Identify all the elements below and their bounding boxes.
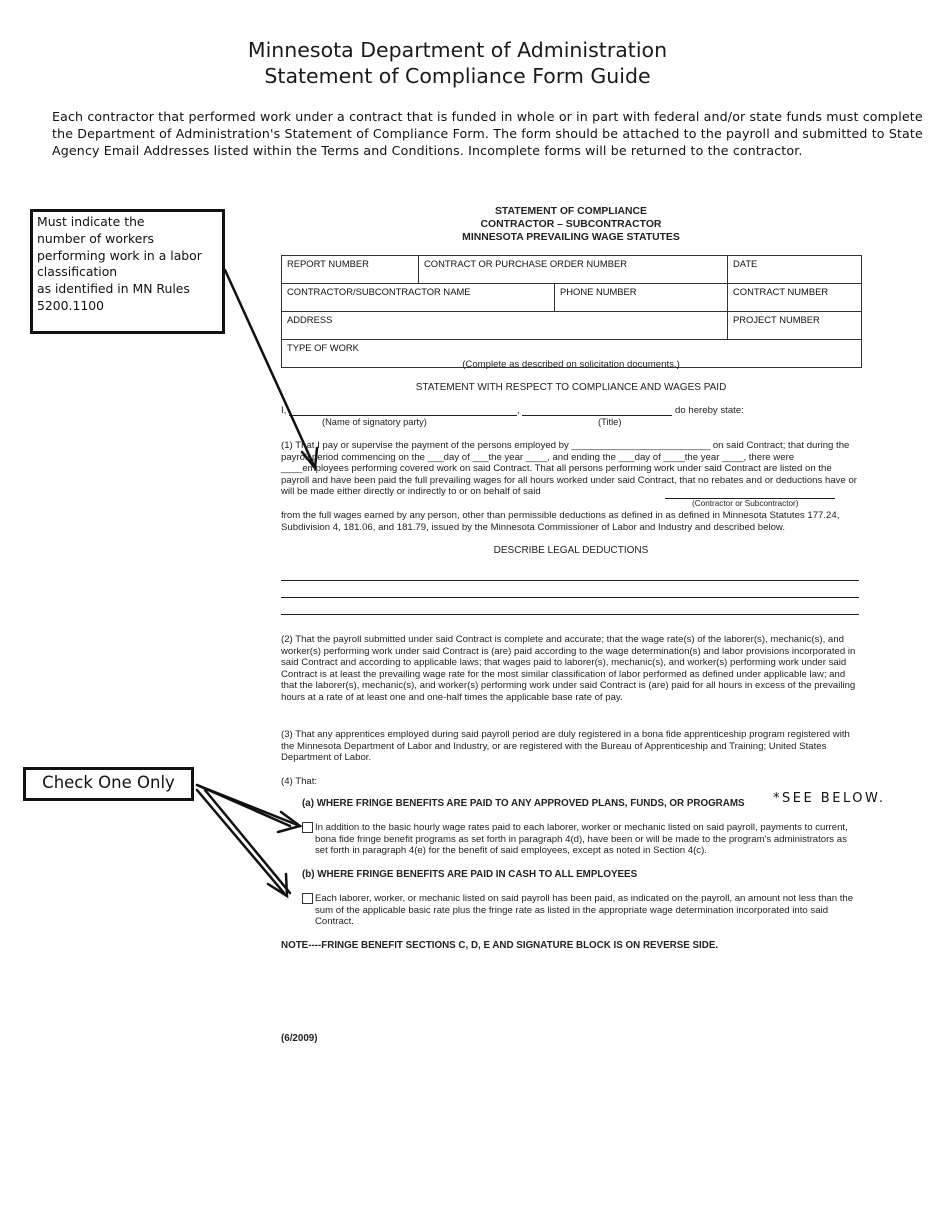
reverse-side-note: NOTE----FRINGE BENEFIT SECTIONS C, D, E AND SIGNATURE BLOCK IS ON REVERSE SIDE.	[281, 940, 719, 951]
see-below-note: *SEE BELOW.	[773, 791, 886, 806]
form-heading-3: MINNESOTA PREVAILING WAGE STATUTES	[462, 232, 680, 243]
form-heading-1: STATEMENT OF COMPLIANCE	[494, 206, 647, 217]
field-type-of-work[interactable]: TYPE OF WORK	[282, 340, 862, 368]
field-contract-po[interactable]: CONTRACT OR PURCHASE ORDER NUMBER	[419, 256, 728, 284]
paragraph-1a: (1) That I pay or supervise the payment of the persons employed by __________________________ on said Contract; that during the payroll period commencing on the ___day of ___the year ____, and ending the ___day of ____the year ____, there were ____employees performing covered work on said Contract. That all persons performing work under said Contract are listed on the payroll and have been paid the full prevailing wages for all hours worked under said Contract, that no rebates and or deductions have or will be made either directly or indirectly to or on behalf of said	[281, 440, 857, 498]
signatory-line: I, , do hereby state:	[281, 405, 744, 416]
check-one-callout: Check One Only	[23, 767, 194, 801]
field-project-number[interactable]: PROJECT NUMBER	[728, 312, 862, 340]
option-b-checkbox[interactable]	[302, 893, 314, 906]
revision-date: (6/2009)	[281, 1033, 318, 1044]
complete-note: (Complete as described on solicitation documents.)	[462, 359, 680, 370]
deduction-line-3[interactable]	[281, 614, 859, 615]
paragraph-1b: from the full wages earned by any person, other than permissible deductions as defined in as defined in Minnesota Statutes 177.24, Subdivision 4, 181.06, and 181.79, issued by the Minnesota Commissioner of Labor and Industry and described below.	[281, 510, 840, 533]
option-a-heading: (a) WHERE FRINGE BENEFITS ARE PAID TO ANY APPROVED PLANS, FUNDS, OR PROGRAMS	[302, 798, 745, 809]
title-label: (Title)	[598, 417, 622, 427]
field-phone[interactable]: PHONE NUMBER	[555, 284, 728, 312]
paragraph-3: (3) That any apprentices employed during said payroll period are duly registered in a bona fide apprenticeship program registered with the Minnesota Department of Labor and Industry, or are registered with the Bureau of Apprenticeship and Training; United States Department of Labor.	[281, 729, 850, 764]
field-date[interactable]: DATE	[728, 256, 862, 284]
page-subtitle: Statement of Compliance Form Guide	[264, 64, 651, 88]
statement-heading: STATEMENT WITH RESPECT TO COMPLIANCE AND WAGES PAID	[415, 382, 727, 393]
deduction-line-1[interactable]	[281, 580, 859, 581]
option-b-heading: (b) WHERE FRINGE BENEFITS ARE PAID IN CASH TO ALL EMPLOYEES	[302, 869, 638, 880]
do-hereby-text: do hereby state:	[675, 405, 744, 416]
page-title: Minnesota Department of Administration	[247, 38, 668, 62]
signatory-name-input[interactable]	[289, 415, 517, 416]
field-report-number[interactable]: REPORT NUMBER	[282, 256, 419, 284]
form-heading-2: CONTRACTOR – SUBCONTRACTOR	[480, 219, 662, 230]
field-contractor-name[interactable]: CONTRACTOR/SUBCONTRACTOR NAME	[282, 284, 555, 312]
paragraph-2: (2) That the payroll submitted under said Contract is complete and accurate; that the wage rate(s) of the laborer(s), mechanic(s), and worker(s) performing work under said Contract is (are) paid according to the wage determination(s) and labor provisions incorporated in said Contract and according to applicable laws; that wages paid to laborer(s), mechanic(s), and worker(s) performing work under said Contract is at least the prevailing wage rate for the most similar classification of labor performed as defined under applicable law; and that the laborer(s), mechanic(s), and worker(s) performing work under said Contract is (are) paid for all hours in excess of the prevailing hours at a rate of at least one and one-half times the applicable base rate of pay.	[281, 634, 856, 703]
deductions-heading: DESCRIBE LEGAL DEDUCTIONS	[493, 545, 649, 556]
option-b-text: Each laborer, worker, or mechanic listed on said payroll has been paid, as indicated on the payroll, an amount not less than the sum of the applicable basic rate plus the fringe rate as listed in the appropriate wage determination incorporated into said Contract.	[315, 893, 854, 928]
signatory-prefix: I,	[281, 405, 287, 416]
deduction-line-2[interactable]	[281, 597, 859, 598]
field-address[interactable]: ADDRESS	[282, 312, 728, 340]
contractor-label: (Contractor or Subcontractor)	[692, 499, 799, 508]
intro-paragraph: Each contractor that performed work under a contract that is funded in whole or in part with federal and/or state funds must complete the Department of Administration's Statement of Compliance Form. The form should be attached to the payroll and submitted to State Agency Email Addresses listed within the Terms and Conditions. Incomplete forms will be returned to the contractor.	[52, 109, 923, 158]
name-label: (Name of signatory party)	[322, 417, 427, 427]
option-a-text: In addition to the basic hourly wage rates paid to each laborer, worker or mechanic listed on said payroll, payments to current, bona fide fringe benefit programs as set forth in paragraph 4(d), have been or will be made to the program's administrators as set forth in paragraph 4(e) for the benefit of said employees, except as noted in Section 4(c).	[315, 822, 848, 857]
paragraph-4: (4) That:	[281, 776, 318, 787]
signatory-title-input[interactable]	[522, 415, 672, 416]
option-a-checkbox[interactable]	[302, 822, 314, 835]
field-contract-number[interactable]: CONTRACT NUMBER	[728, 284, 862, 312]
workers-callout: Must indicate the number of workers performing work in a labor classification as identified in MN Rules 5200.1100	[30, 209, 225, 334]
form-field-grid	[281, 255, 862, 368]
